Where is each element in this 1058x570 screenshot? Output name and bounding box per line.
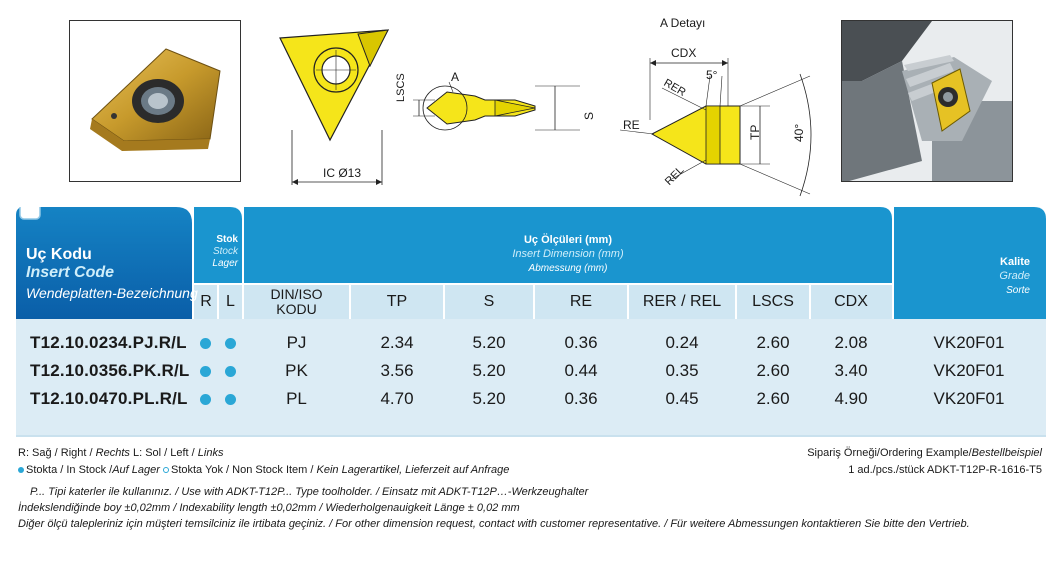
re-dimension-label: RE [623, 118, 640, 132]
rel-dimension-label: REL [662, 164, 687, 188]
cdx-value: 3.40 [834, 361, 868, 380]
stock-header-de: Lager [212, 257, 238, 269]
detail-a-drawing [610, 30, 835, 200]
legend-right-left [18, 447, 223, 459]
stock-r-dot [200, 394, 211, 405]
dimension-header-de: Abmessung (mm) [528, 262, 608, 274]
angle-5-label: 5° [706, 68, 718, 82]
din-code: PK [285, 361, 308, 380]
legend-stock-a: Stokta / In Stock / [26, 464, 113, 476]
legend-stock-b: Auf Lager [112, 464, 160, 476]
re-value: 0.44 [564, 361, 598, 380]
insert-photo-graphic [70, 21, 241, 182]
col-din-header [243, 285, 350, 319]
cdx-value: 4.90 [834, 389, 868, 408]
rer-value: 0.35 [665, 361, 699, 380]
table-row [16, 329, 1046, 357]
col-tp-header: TP [386, 293, 408, 310]
stock-l-dot [225, 394, 236, 405]
ordering-example-code: 1 ad./pcs./stück ADKT-T12P-R-1616-T5 [848, 464, 1042, 476]
tp-value: 2.34 [380, 333, 414, 352]
toolholder-photo [841, 20, 1013, 182]
indexability-note: İndekslendiğinde boy ±0,02mm / Indexability length ±0,02mm / Wiederholgenauigkeit Länge ± 0,02 mm [18, 502, 520, 514]
stock-l-dot [225, 366, 236, 377]
stock-header-en: Stock [212, 245, 238, 257]
re-value: 0.36 [564, 333, 598, 352]
legend-right-left-a: R: Sağ / Right / [18, 447, 96, 459]
drawings-area [0, 0, 1058, 205]
col-din-header-line1: DIN/ISO [270, 286, 323, 302]
toolholder-note: P... Tipi katerler ile kullanınız. / Use with ADKT-T12P... Type toolholder. / Einsatz mit ADKT-T12P…-Werkzeughalter [30, 486, 589, 498]
non-stock-dot [163, 467, 169, 473]
cdx-value: 2.08 [834, 333, 868, 352]
din-code: PJ [286, 333, 307, 352]
s-value: 5.20 [472, 389, 506, 408]
ordering-example-a: Sipariş Örneği/Ordering Example/ [807, 447, 972, 459]
lscs-dimension-label: LSCS [395, 73, 407, 102]
rer-value: 0.45 [665, 389, 699, 408]
stock-r-dot [200, 366, 211, 377]
grade-header-tr: Kalite [1000, 256, 1030, 268]
insert-code: T12.10.0234.PJ.R/L [30, 333, 187, 352]
legend-right-left-d: Links [197, 447, 224, 459]
dimension-header-tr: Uç Ölçüleri (mm) [523, 234, 613, 246]
legend-stock-c: Stokta Yok / Non Stock Item / [170, 464, 317, 476]
ic-dimension-label: IC Ø13 [323, 166, 362, 180]
legend-right-left-b: Rechts [95, 447, 130, 459]
din-code: PL [286, 389, 307, 408]
stock-l-dot [225, 338, 236, 349]
ordering-example [807, 447, 1042, 459]
tp-value: 4.70 [380, 389, 414, 408]
stock-header-tr: Stok [216, 233, 238, 245]
insert-photo [69, 20, 241, 182]
legend-stock [18, 464, 509, 476]
s-value: 5.20 [472, 333, 506, 352]
s-dimension-label: S [582, 111, 596, 120]
s-value: 5.20 [472, 361, 506, 380]
in-stock-dot [18, 467, 24, 473]
stock-r-dot [200, 338, 211, 349]
a-detail-marker: A [451, 70, 460, 84]
lscs-value: 2.60 [756, 361, 790, 380]
col-din-header-line2: KODU [276, 301, 317, 317]
ordering-example-b: Bestellbeispiel [971, 447, 1042, 459]
grade-value: VK20F01 [933, 361, 1005, 380]
dimension-header-en: Insert Dimension (mm) [512, 248, 624, 260]
tp-dimension-label: TP [748, 124, 762, 140]
tp-value: 3.56 [380, 361, 414, 380]
table-row [16, 385, 1046, 413]
grade-value: VK20F01 [933, 333, 1005, 352]
lscs-value: 2.60 [756, 389, 790, 408]
col-s-header: S [483, 293, 495, 310]
insert-table [16, 207, 1046, 437]
insert-code: T12.10.0470.PL.R/L [30, 389, 188, 408]
rer-dimension-label: RER [661, 76, 688, 100]
grade-value: VK20F01 [933, 389, 1005, 408]
code-header-de: Wendeplatten-Bezeichnung [26, 285, 198, 301]
detail-title: A Detayı [660, 16, 706, 30]
grade-header-de: Sorte [1006, 284, 1030, 296]
code-header-en: Insert Code [26, 264, 115, 281]
legend-stock-d: Kein Lagerartikel, Lieferzeit auf Anfrage [316, 464, 510, 476]
cdx-dimension-label: CDX [671, 46, 697, 60]
angle-40-label: 40° [792, 123, 806, 142]
insert-code: T12.10.0356.PK.R/L [30, 361, 190, 380]
rer-value: 0.24 [665, 333, 699, 352]
col-r-header: R [200, 293, 212, 310]
col-re-header: RE [569, 293, 593, 310]
contact-note: Diğer ölçü talepleriniz için müşteri temsilciniz ile irtibata geçiniz. / For other dimension request, contact with customer representative. / Für weitere Abmessungen kontaktieren Sie bitte den Vertrieb. [18, 518, 970, 530]
grade-header-en: Grade [999, 270, 1030, 282]
table-row [16, 357, 1046, 385]
col-rer-header: RER / REL [642, 293, 722, 310]
code-header-tr: Uç Kodu [26, 246, 92, 263]
toolholder-photo-graphic [842, 21, 1013, 182]
col-l-header: L [226, 293, 235, 310]
lscs-value: 2.60 [756, 333, 790, 352]
insert-top-view-drawing [270, 20, 400, 188]
legend-right-left-c: L: Sol / Left / [129, 447, 198, 459]
insert-side-view-drawing [405, 70, 605, 150]
re-value: 0.36 [564, 389, 598, 408]
col-cdx-header: CDX [834, 293, 868, 310]
col-lscs-header: LSCS [752, 293, 794, 310]
